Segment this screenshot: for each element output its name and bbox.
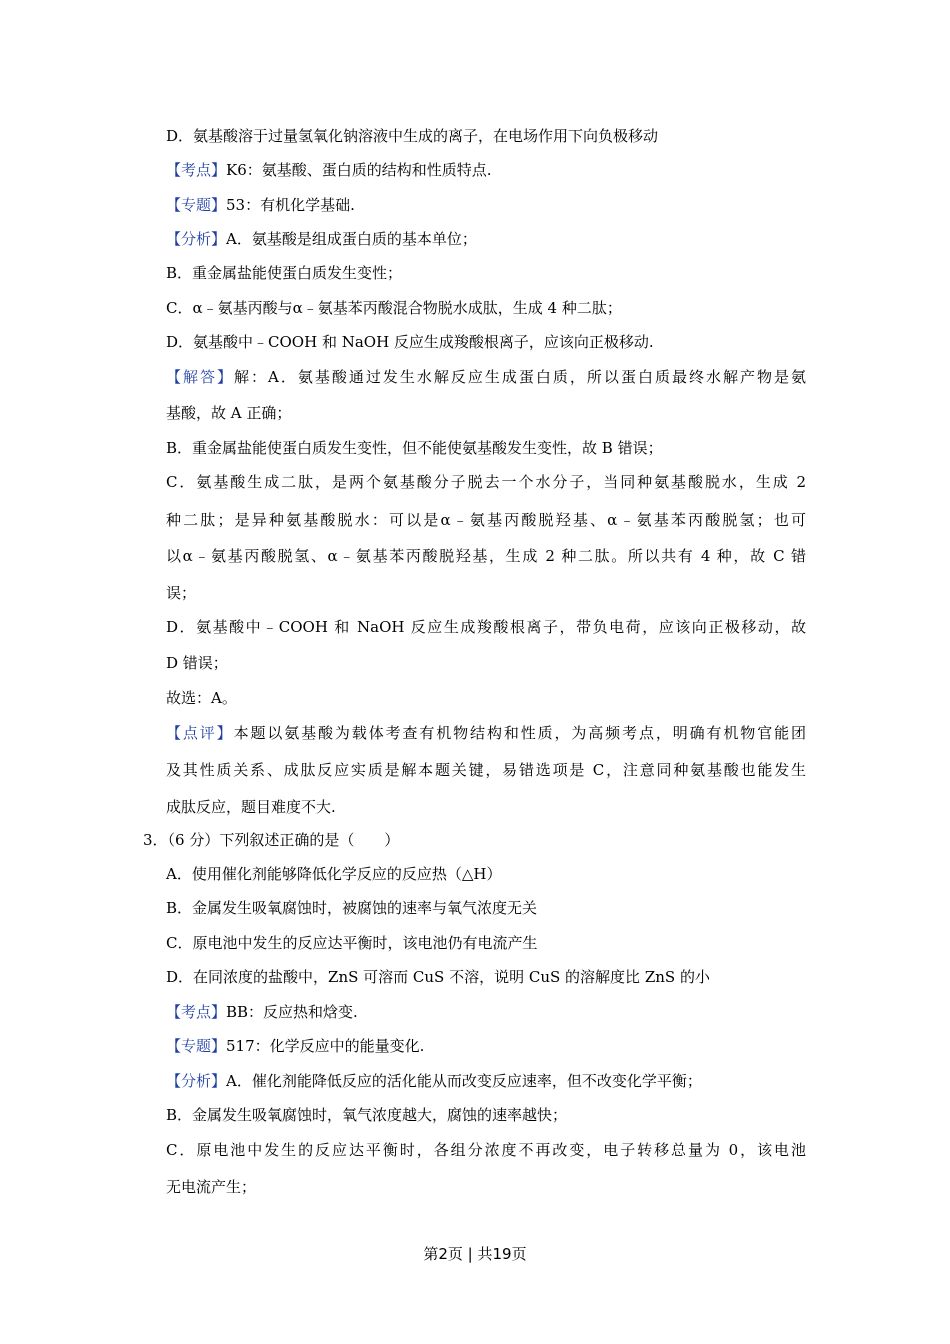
dianping-tag: 【点评】 bbox=[166, 724, 234, 742]
analysis-c-line: C．α﹣氨基丙酸与α﹣氨基苯丙酸混合物脱水成肽，生成 4 种二肽； bbox=[166, 299, 622, 317]
jieda-line: 【解答】解：A．氨基酸通过发生水解反应生成蛋白质，所以蛋白质最终水解产物是氨 bbox=[166, 368, 806, 386]
page-footer: 第2页 | 共19页 bbox=[423, 1245, 527, 1263]
dianping-line: 【点评】本题以氨基酸为载体考查有机物结构和性质，为高频考点，明确有机物官能团 bbox=[166, 724, 806, 742]
question-3-option-c: C．原电池中发生的反应达平衡时，该电池仍有电流产生 bbox=[166, 934, 538, 952]
q3-zhuanti-line: 【专题】517：化学反应中的能量变化. bbox=[166, 1037, 425, 1055]
fenxi-line: 【分析】A．氨基酸是组成蛋白质的基本单位； bbox=[166, 230, 477, 248]
comment-line-3: 成肽反应，题目难度不大. bbox=[166, 798, 336, 816]
answer-c-line-2: 种二肽；是异种氨基酸脱水：可以是α﹣氨基丙酸脱羟基、α﹣氨基苯丙酸脱氢；也可 bbox=[166, 511, 806, 529]
fenxi-tag: 【分析】 bbox=[166, 230, 227, 248]
kaodian-line: 【考点】K6：氨基酸、蛋白质的结构和性质特点. bbox=[166, 161, 492, 179]
answer-c-line-4: 误； bbox=[166, 584, 197, 602]
analysis-d-line: D．氨基酸中﹣COOH 和 NaOH 反应生成羧酸根离子，应该向正极移动. bbox=[166, 333, 654, 351]
q3-fenxi-line: 【分析】A．催化剂能降低反应的活化能从而改变反应速率，但不改变化学平衡； bbox=[166, 1072, 702, 1090]
q3-kaodian-line: 【考点】BB：反应热和焓变. bbox=[166, 1003, 358, 1021]
kaodian-tag: 【考点】 bbox=[166, 161, 227, 179]
answer-d-line-2: D 错误； bbox=[166, 654, 228, 672]
question-3-option-a: A．使用催化剂能够降低化学反应的反应热（△H） bbox=[166, 865, 502, 883]
answer-d-line-1: D．氨基酸中﹣COOH 和 NaOH 反应生成羧酸根离子，带负电荷，应该向正极移动，故 bbox=[166, 618, 806, 636]
answer-choice-line: 故选：A。 bbox=[166, 689, 237, 707]
comment-line-2: 及其性质关系、成肽反应实质是解本题关键，易错选项是 C，注意同种氨基酸也能发生 bbox=[166, 761, 806, 779]
analysis-b-line: B．重金属盐能使蛋白质发生变性； bbox=[166, 264, 403, 282]
option-d-line: D．氨基酸溶于过量氢氧化钠溶液中生成的离子，在电场作用下向负极移动 bbox=[166, 127, 659, 145]
q3-analysis-c-line-1: C．原电池中发生的反应达平衡时，各组分浓度不再改变，电子转移总量为 0，该电池 bbox=[166, 1141, 806, 1159]
kaodian-tag: 【考点】 bbox=[166, 1003, 227, 1021]
fenxi-tag: 【分析】 bbox=[166, 1072, 227, 1090]
answer-b-line: B．重金属盐能使蛋白质发生变性，但不能使氨基酸发生变性，故 B 错误； bbox=[166, 439, 663, 457]
q3-analysis-b-line: B．金属发生吸氧腐蚀时，氧气浓度越大，腐蚀的速率越快； bbox=[166, 1106, 568, 1124]
zhuanti-line: 【专题】53：有机化学基础. bbox=[166, 196, 355, 214]
question-3-option-d: D．在同浓度的盐酸中，ZnS 可溶而 CuS 不溶，说明 CuS 的溶解度比 ZnS 的小 bbox=[166, 968, 710, 986]
jieda-tag: 【解答】 bbox=[166, 368, 235, 386]
answer-c-line-3: 以α﹣氨基丙酸脱氢、α﹣氨基苯丙酸脱羟基，生成 2 种二肽。所以共有 4 种，故 C 错 bbox=[166, 547, 806, 565]
zhuanti-tag: 【专题】 bbox=[166, 196, 227, 214]
answer-c-line-1: C．氨基酸生成二肽，是两个氨基酸分子脱去一个水分子，当同种氨基酸脱水，生成 2 bbox=[166, 473, 806, 491]
question-3-option-b: B．金属发生吸氧腐蚀时，被腐蚀的速率与氧气浓度无关 bbox=[166, 899, 538, 917]
zhuanti-tag: 【专题】 bbox=[166, 1037, 227, 1055]
q3-analysis-c-line-2: 无电流产生； bbox=[166, 1178, 257, 1196]
question-3-stem: 3．（6 分）下列叙述正确的是（ ） bbox=[143, 831, 400, 849]
answer-a-cont-line: 基酸，故 A 正确； bbox=[166, 404, 292, 422]
